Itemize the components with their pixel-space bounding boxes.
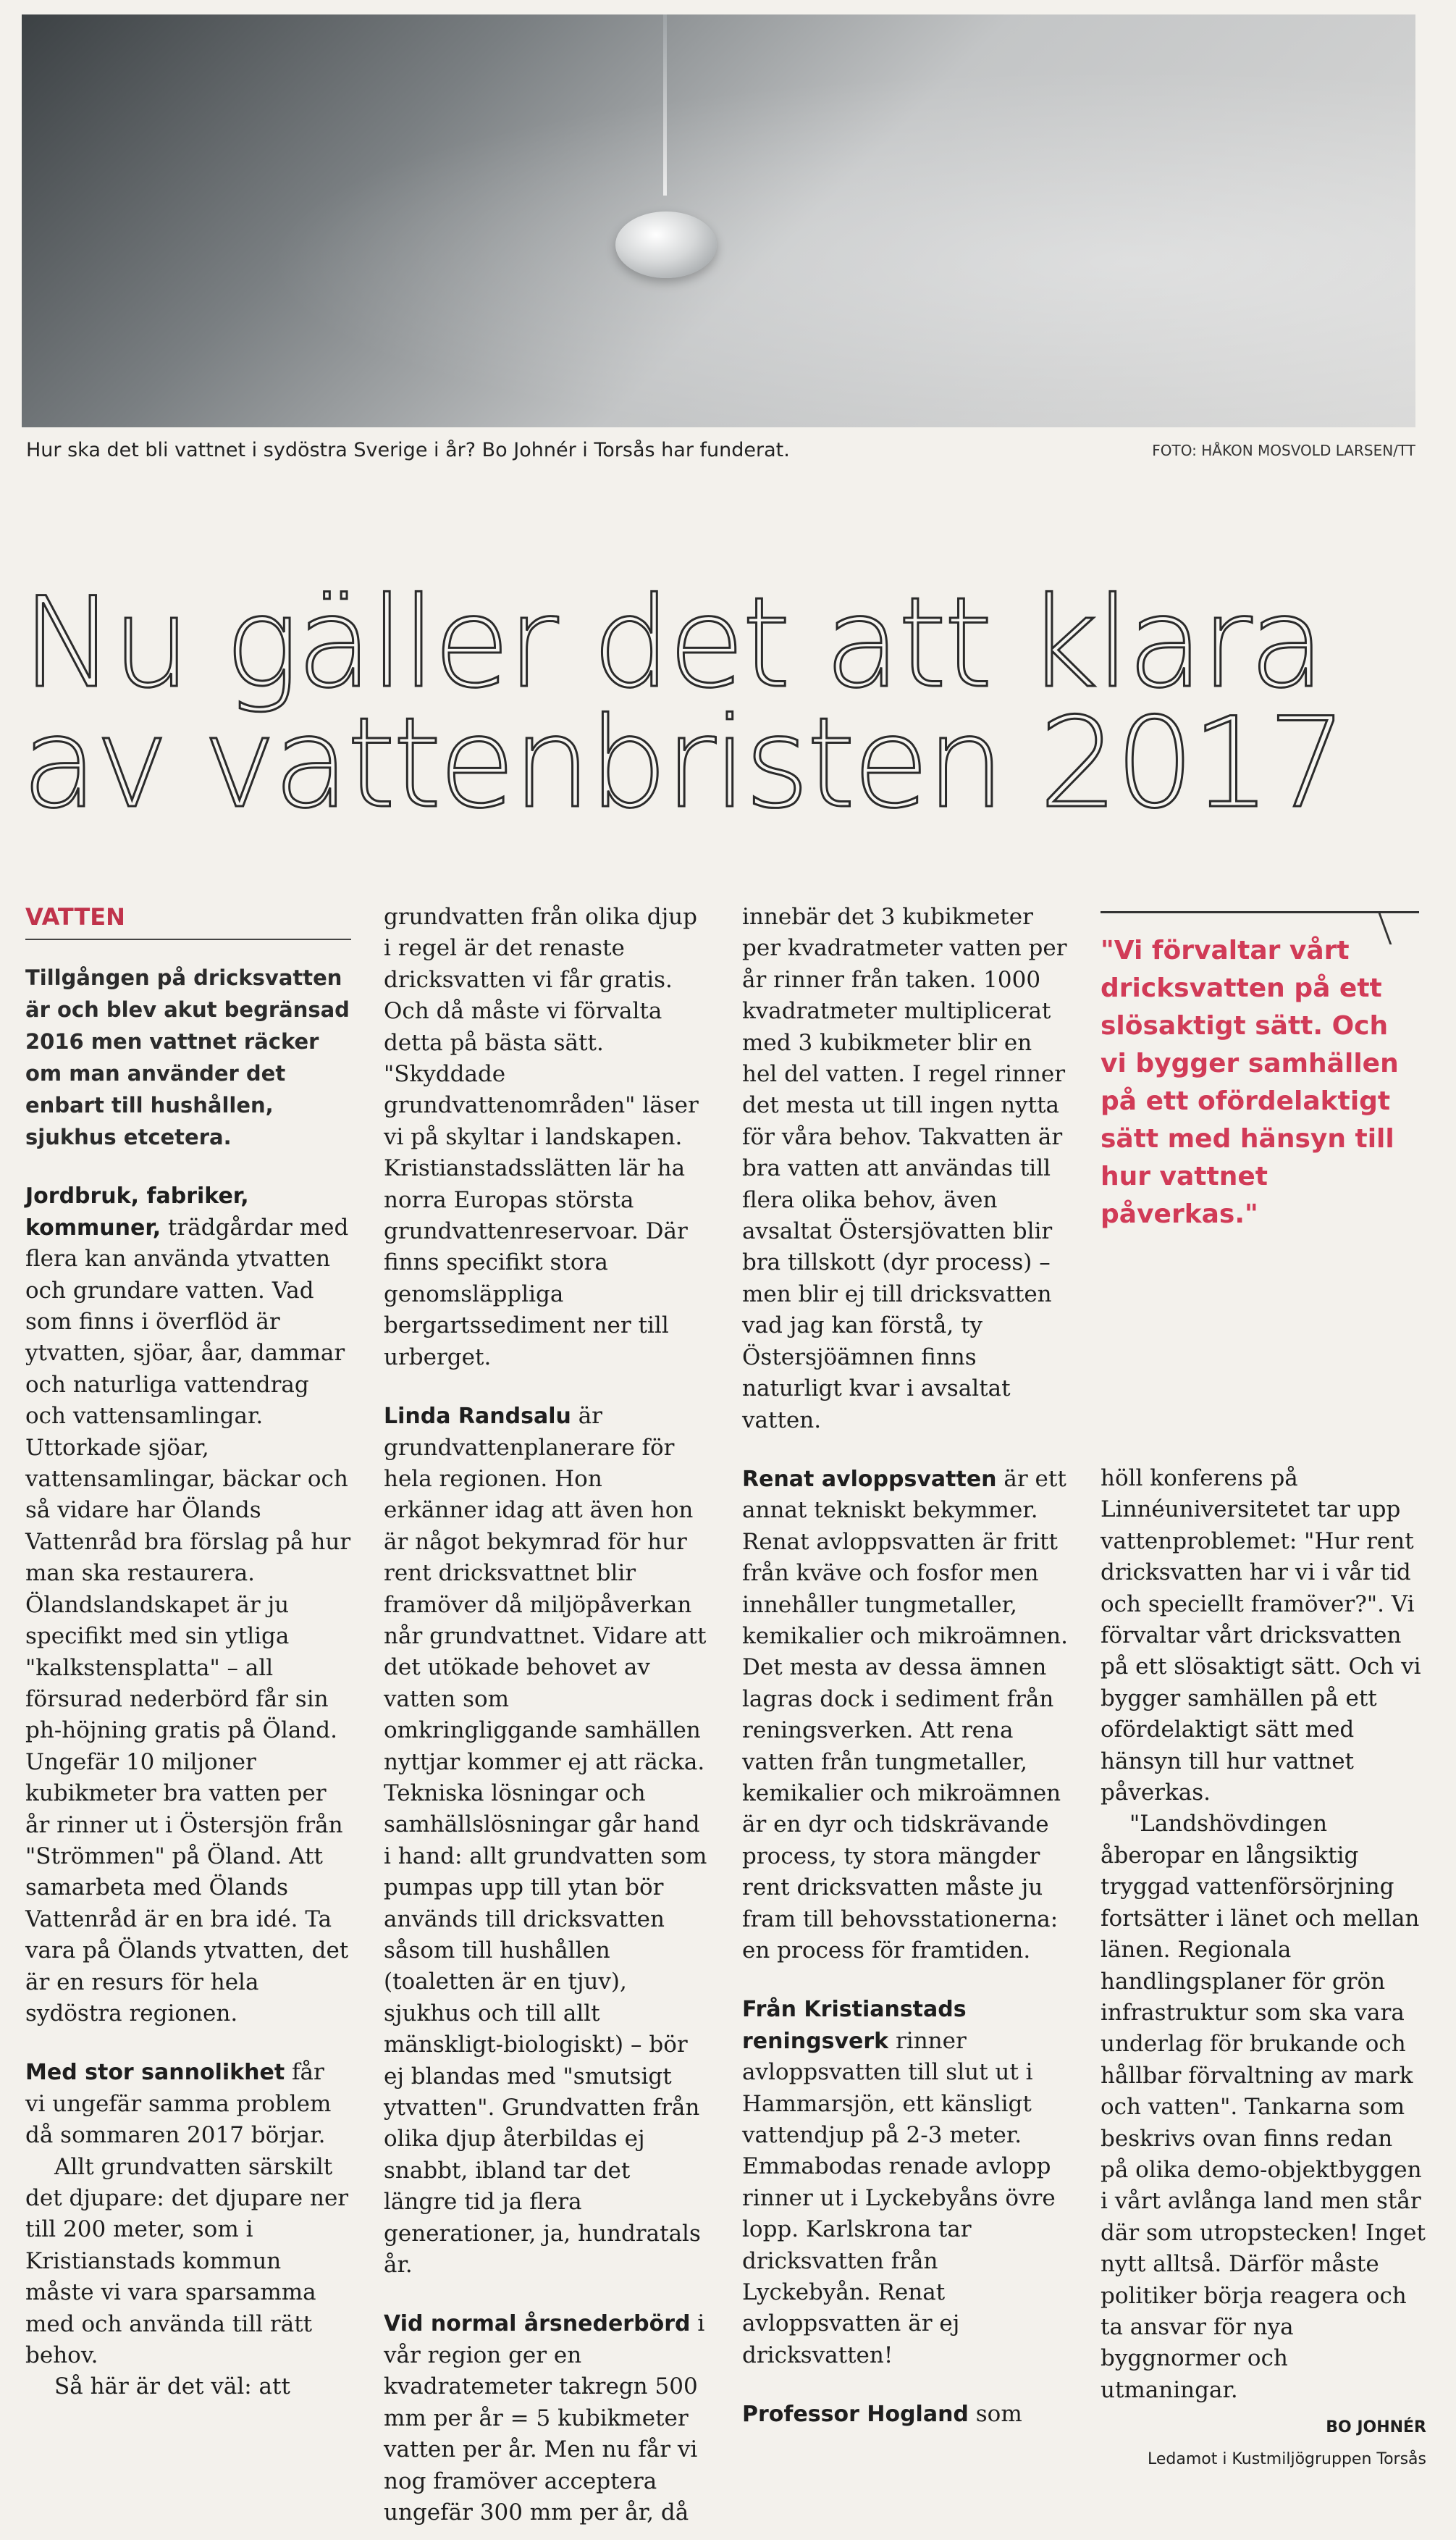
paragraph-text: i vår region ger en kvadratemeter takregn 500 mm per år = 5 kubikmeter vatten per år. Men nu får vi nog framöver acceptera ungefär 300 mm per år, då: [384, 2310, 705, 2526]
paragraph-lead: Renat avloppsvatten: [742, 1466, 997, 1492]
paragraph: "Landshövdingen åberopar en långsiktig tryggad vattenförsörjning fortsätter i länet och mellan länen. Regionala handlingsplaner för grön infrastruktur som ska vara underlag för brukande och hållbar förvaltning av mark och vatten". Tankarna som beskrivs ovan finns redan på olika demo-objektbyggen i vårt avlånga land men står där som utropstecken! Inget nytt alltså. Därför måste politiker börja reagera och ta ansvar för nya byggnormer och utmaningar.: [1101, 1811, 1426, 2403]
photo-shading: [22, 14, 1415, 427]
headline-line-1: Nu gäller det att klara: [22, 570, 1323, 716]
paragraph-text: får vi ungefär samma problem då sommaren 2017 börjar.: [25, 2059, 332, 2149]
section-label: VATTEN: [25, 902, 351, 940]
headline: [22, 570, 1426, 837]
paragraph-lead: Professor Hogland: [742, 2402, 969, 2428]
paragraph: [25, 1181, 351, 2029]
author-name: BO JOHNÉR: [1326, 2418, 1426, 2437]
intro-paragraph: Tillgången på dricksvatten är och blev akut begränsad 2016 men vattnet räcker om man använder det enbart till hushållen, sjukhus etcetera.: [25, 965, 350, 1150]
paragraph-text: trädgårdar med flera kan använda ytvatten och grundare vatten. Vad som finns i överflöd är ytvatten, sjöar, åar, dammar och naturliga vattendrag och vattensamlingar. Uttorkade sjöar, vattensamlingar, bäckar och så vidare har Ölands Vattenråd bra förslag på hur man ska restaurera. Ölandslandskapet är ju specifikt med sin ytliga "kalkstensplatta" – all försurad nederbörd får sin ph-höjning gratis på Öland. Ungefär 10 miljoner kubikmeter bra vatten per år rinner ut i Östersjön från "Strömmen" på Öland. Att samarbeta med Ölands Vattenråd är en bra idé. Ta vara på Ölands ytvatten, det är en resurs för hela sydöstra regionen.: [25, 1214, 351, 2026]
paragraph: [742, 2399, 1068, 2430]
paragraph-lead: Med stor sannolikhet: [25, 2060, 285, 2086]
water-stream: [663, 14, 667, 196]
column-3: [742, 902, 1068, 2431]
paragraph-lead: Från Kristianstads reningsverk: [742, 1997, 967, 2054]
paragraph: [742, 1464, 1068, 1967]
pull-quote: [1101, 911, 1419, 1233]
paragraph: höll konferens på Linnéuniversitetet tar upp vattenproblemet: "Hur rent dricksvatten har vi i vår tid och speciellt framöver?". Vi förvaltar vårt dricksvatten på ett slösaktigt sätt. Och vi bygger samhällen på ett ofördelaktigt sätt med hänsyn till hur vattnet påverkas.: [1101, 1465, 1421, 1806]
pull-quote-text: "Vi förvaltar vårt dricksvatten på ett slösaktigt sätt. Och vi bygger samhällen på ett ofördelaktigt sätt med hänsyn till hur vattnet påverkas.": [1101, 936, 1399, 1229]
water-drop: [615, 211, 717, 278]
paragraph-text: som: [968, 2401, 1022, 2428]
paragraph-text: rinner avloppsvatten till slut ut i Hammarsjön, ett känsligt vattendjup på 2-3 meter. Emmabodas renade avlopp rinner ut i Lyckebyåns övre lopp. Karlskrona tar dricksvatten från Lyckebyån. Renat avloppsvatten är ej dricksvatten!: [742, 2027, 1056, 2368]
paragraph: Allt grundvatten särskilt det djupare: det djupare ner till 200 meter, som i Kristianstads kommun måste vi vara sparsamma med och använda till rätt behov.: [25, 2153, 349, 2369]
paragraph-text: är grundvattenplanerare för hela regionen. Hon erkänner idag att även hon är något bekymrad för hur rent dricksvattnet blir framöver då miljöpåverkan når grundvattnet. Vidare att det utökade behovet av vatten som omkringliggande samhällen nyttjar kommer ej att räcka. Tekniska lösningar och samhällslösningar går hand i hand: allt grundvatten som pumpas upp till ytan bör används till dricksvatten såsom till hushållen (toaletten är en tjuv), sjukhus och till allt mänskligt-biologiskt) – bör ej blandas med "smutsigt ytvatten". Grundvatten från olika djup återbildas ej snabbt, ibland tar det längre tid ja flera generationer, ja, hundratals år.: [384, 1403, 707, 2279]
paragraph: innebär det 3 kubikmeter per kvadratmeter vatten per år rinner från taken. 1000 kvadratmeter multiplicerat med 3 kubikmeter blir en hel del vatten. I regel rinner det mesta ut till ingen nytta för våra behov. Takvatten är bra vatten att användas till flera olika behov, även avsaltat Östersjövatten blir bra tillskott (dyr process) – men blir ej till dricksvatten vad jag kan förstå, ty Östersjöämnen finns naturligt kvar i avsaltat vatten.: [742, 904, 1067, 1433]
paragraph: [384, 1401, 710, 2281]
paragraph: [384, 2308, 710, 2528]
paragraph-lead: Linda Randsalu: [384, 1404, 571, 1430]
paragraph: [25, 2057, 351, 2151]
paragraph: grundvatten från olika djup i regel är det renaste dricksvatten vi får gratis. Och då måste vi förvalta detta på bästa sätt. "Skyddade grundvattenområden" läser vi på skyltar i landskapen. Kristianstadsslätten lär ha norra Europas största grundvattenreservoar. Där finns specifikt stora genomsläppliga bergartssediment ner till urberget.: [384, 904, 699, 1370]
paragraph: [742, 1994, 1068, 2371]
column-1: [25, 902, 351, 2403]
article-photo: [22, 14, 1415, 427]
paragraph-text: är ett annat tekniskt bekymmer. Renat avloppsvatten är fritt från kväve och fosfor men innehåller tungmetaller, kemikalier och mikroämnen. Det mesta av dessa ämnen lagras dock i sediment från reningsverken. Att rena vatten från tungmetaller, kemikalier och mikroämnen är en dyr och tidskrävande process, ty stora mängder rent dricksvatten måste ju fram till behovsstationerna: en process för framtiden.: [742, 1465, 1068, 1963]
column-4: [1101, 1463, 1426, 2475]
photo-caption: Hur ska det bli vattnet i sydöstra Sverige i år? Bo Johnér i Torsås har funderat.: [26, 439, 790, 461]
paragraph: Så här är det väl: att: [54, 2373, 290, 2400]
paragraph-lead: Jordbruk, fabriker, kommuner,: [25, 1183, 249, 1241]
column-2: [384, 902, 710, 2528]
photo-credit: FOTO: HÅKON MOSVOLD LARSEN/TT: [1152, 442, 1415, 459]
headline-line-2: av vattenbristen 2017: [22, 690, 1345, 837]
author-title: Ledamot i Kustmiljögruppen Torsås: [1147, 2449, 1426, 2468]
paragraph-lead: Vid normal årsnederbörd: [384, 2311, 691, 2337]
quote-corner-mark: [1378, 911, 1426, 944]
